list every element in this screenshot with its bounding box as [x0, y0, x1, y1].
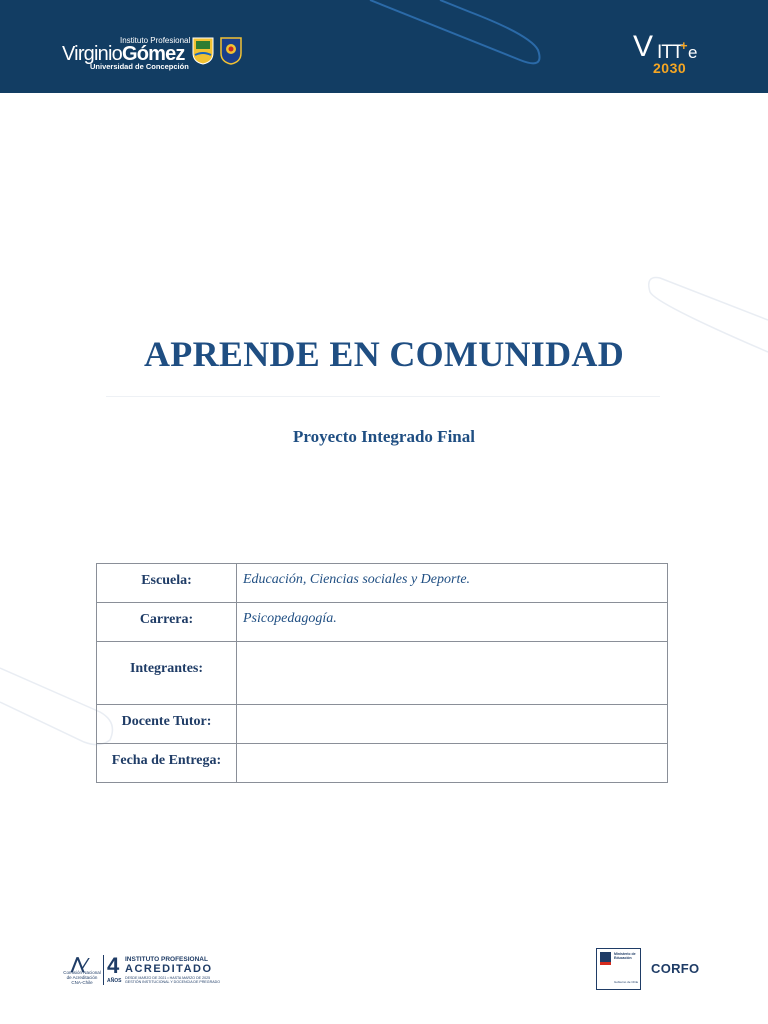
- table-row: [97, 642, 668, 705]
- logo-name: VirginioGómez: [62, 43, 185, 65]
- page-header: [0, 0, 768, 93]
- cna-icon: ⋀⁄: [71, 956, 87, 973]
- university-shield-icon: [220, 37, 242, 65]
- row-label: Docente Tutor:: [97, 705, 237, 744]
- institute-shield-icon: [192, 37, 214, 65]
- row-label: Integrantes:: [97, 642, 237, 705]
- row-label: Carrera:: [97, 603, 237, 642]
- row-value: [237, 642, 668, 705]
- cna-text: Comisión Nacional de Acreditación CNA-Chile: [63, 970, 101, 985]
- accreditation-years: 4: [107, 953, 120, 978]
- row-value: [237, 705, 668, 744]
- vitt-2030-logo: V ITT + e 2030: [633, 30, 698, 76]
- mineduc-logo: [596, 948, 641, 990]
- accreditation-logo: [62, 952, 220, 988]
- table-row: [97, 603, 668, 642]
- row-label: Escuela:: [97, 564, 237, 603]
- corfo-logo: CORFO: [651, 961, 700, 976]
- row-value: Educación, Ciencias sociales y Deporte.: [237, 564, 668, 603]
- logo-institute-text: Instituto Profesional: [120, 36, 191, 45]
- accreditation-institute: INSTITUTO PROFESIONAL: [125, 956, 208, 963]
- government-text: Gobierno de Chile: [614, 980, 639, 984]
- row-value: Psicopedagogía.: [237, 603, 668, 642]
- info-table: [96, 563, 668, 783]
- table-row: [97, 564, 668, 603]
- divider: [103, 955, 104, 985]
- table-row: [97, 744, 668, 783]
- accreditation-details: DESDE MARZO DE 2021 • HASTA MARZO DE 2025 GESTIÓN INSTITUCIONAL Y DOCENCIA DE PREGRADO: [125, 976, 220, 984]
- table-row: [97, 705, 668, 744]
- row-value: [237, 744, 668, 783]
- title-divider: [106, 396, 660, 397]
- accreditation-years-label: AÑOS: [107, 978, 122, 984]
- ministry-text: Ministerio de Educación: [614, 952, 636, 960]
- document-subtitle: Proyecto Integrado Final: [293, 427, 475, 446]
- logo-university-text: Universidad de Concepción: [90, 62, 189, 71]
- chile-flag-icon: [600, 952, 611, 962]
- row-label: Fecha de Entrega:: [97, 744, 237, 783]
- document-title: APRENDE EN COMUNIDAD: [144, 334, 624, 374]
- accreditation-status: ACREDITADO: [125, 963, 213, 975]
